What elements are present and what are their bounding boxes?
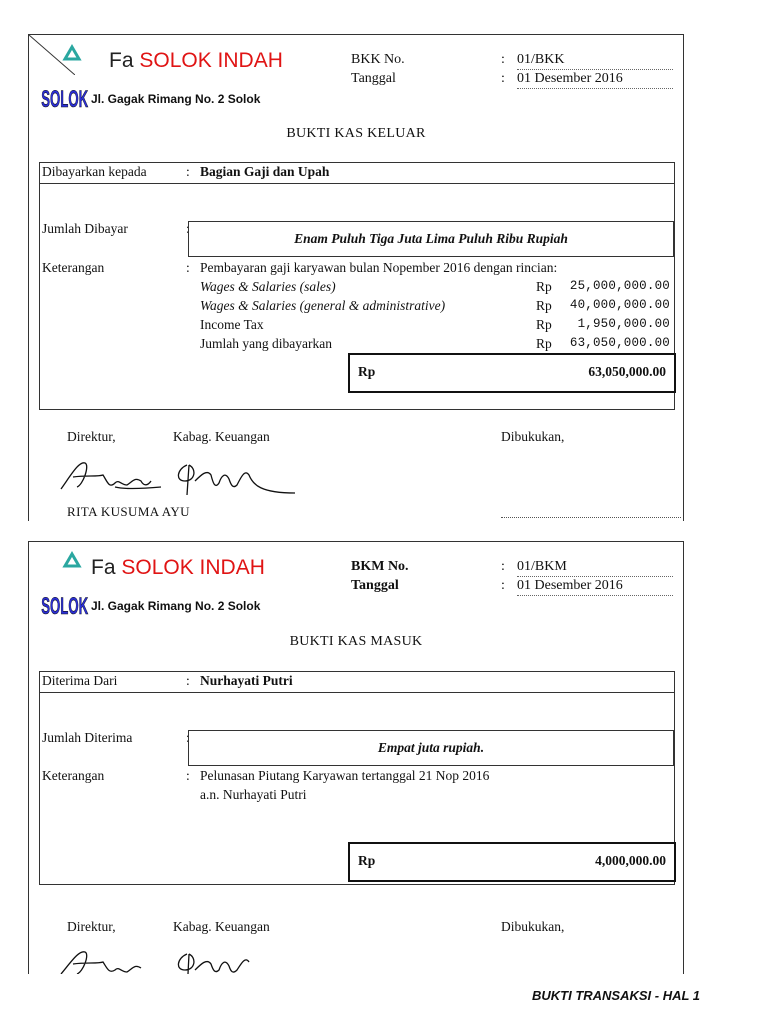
director-signature	[57, 946, 167, 974]
voucher-cash-out	[28, 34, 684, 521]
notes-line-1: Pelunasan Piutang Karyawan tertanggal 21 Nop 2016	[200, 768, 490, 783]
line-item-currency: Rp	[536, 279, 552, 294]
company-title: SOLOK INDAH	[121, 556, 265, 579]
voucher-date-value: 01 Desember 2016	[517, 578, 673, 596]
payer-value: Nurhayati Putri	[200, 673, 293, 688]
amount-label: Jumlah Dibayar	[42, 221, 128, 236]
line-item-amount: 40,000,000.00	[569, 298, 670, 312]
colon: :	[186, 260, 190, 275]
voucher-detail-box	[39, 162, 675, 410]
payee-row	[40, 163, 674, 184]
line-item-currency: Rp	[536, 298, 552, 313]
voucher-detail-box	[39, 671, 675, 885]
sig-booked-label: Dibukukan,	[501, 429, 565, 444]
amount-label: Jumlah Diterima	[42, 730, 133, 745]
line-item-currency: Rp	[536, 336, 552, 351]
booked-signature-line	[501, 516, 681, 518]
director-signature	[57, 455, 167, 499]
line-item	[200, 317, 670, 335]
voucher-cash-in	[28, 541, 684, 974]
line-item-amount: 1,950,000.00	[577, 317, 670, 331]
payer-row	[40, 672, 674, 693]
sig-finance-label: Kabag. Keuangan	[173, 919, 270, 934]
colon: :	[501, 52, 505, 67]
amount-in-words: Empat juta rupiah.	[188, 730, 674, 766]
voucher-number-value: 01/BKM	[517, 559, 673, 577]
colon: :	[186, 768, 190, 783]
line-item-currency: Rp	[536, 317, 552, 332]
total-box	[348, 353, 676, 393]
company-title: SOLOK INDAH	[139, 49, 283, 72]
company-prefix: Fa	[109, 49, 134, 72]
line-item-desc: Wages & Salaries (sales)	[200, 279, 336, 294]
payee-label: Dibayarkan kepada	[42, 164, 147, 179]
total-amount: 63,050,000.00	[588, 364, 666, 379]
line-item-desc: Income Tax	[200, 317, 264, 332]
notes-intro: Pembayaran gaji karyawan bulan Nopember 2016 dengan rincian:	[200, 260, 558, 275]
voucher-title: BUKTI KAS KELUAR	[286, 126, 426, 141]
company-name	[91, 556, 265, 580]
payer-label: Diterima Dari	[42, 673, 118, 688]
total-currency: Rp	[358, 853, 376, 868]
colon: :	[186, 164, 190, 179]
voucher-number-label: BKK No.	[351, 52, 405, 67]
amount-in-words: Enam Puluh Tiga Juta Lima Puluh Ribu Rupiah	[188, 221, 674, 257]
payee-value: Bagian Gaji dan Upah	[200, 164, 330, 179]
total-currency: Rp	[358, 364, 376, 379]
voucher-title: BUKTI KAS MASUK	[289, 634, 423, 649]
line-item-amount: 63,050,000.00	[569, 336, 670, 350]
voucher-number-value: 01/BKK	[517, 52, 673, 70]
voucher-date-label: Tanggal	[351, 71, 396, 86]
company-address: Jl. Gagak Rimang No. 2 Solok	[91, 599, 261, 613]
line-item	[200, 336, 670, 354]
voucher-date-value: 01 Desember 2016	[517, 71, 673, 89]
line-item	[200, 279, 670, 297]
svg-text:SOLOK: SOLOK	[41, 85, 89, 111]
line-item-desc: Wages & Salaries (general & administrative)	[200, 298, 446, 313]
company-prefix: Fa	[91, 556, 116, 579]
colon: :	[501, 559, 505, 574]
sig-director-label: Direktur,	[67, 429, 116, 444]
colon: :	[186, 673, 190, 688]
total-box	[348, 842, 676, 882]
voucher-date-label: Tanggal	[351, 578, 399, 593]
voucher-number-label: BKM No.	[351, 559, 409, 574]
company-logo	[39, 548, 89, 618]
notes-label: Keterangan	[42, 768, 105, 783]
svg-text:SOLOK: SOLOK	[41, 592, 89, 618]
total-amount: 4,000,000.00	[595, 853, 666, 868]
line-item-amount: 25,000,000.00	[569, 279, 670, 293]
colon: :	[501, 71, 505, 86]
company-name	[109, 49, 283, 73]
sig-finance-label: Kabag. Keuangan	[173, 429, 270, 444]
sig-director-label: Direktur,	[67, 919, 116, 934]
colon: :	[501, 578, 505, 593]
company-logo	[39, 41, 89, 111]
notes-line-2: a.n. Nurhayati Putri	[200, 787, 307, 802]
line-item-desc: Jumlah yang dibayarkan	[200, 336, 332, 351]
sig-booked-label: Dibukukan,	[501, 919, 565, 934]
company-address: Jl. Gagak Rimang No. 2 Solok	[91, 92, 261, 106]
page-footer: BUKTI TRANSAKSI - HAL 1	[532, 988, 701, 1003]
finance-signature	[167, 946, 297, 974]
line-item	[200, 298, 670, 316]
colon: :	[186, 730, 190, 745]
colon: :	[186, 221, 190, 236]
finance-signature	[167, 455, 297, 499]
notes-label: Keterangan	[42, 260, 105, 275]
signer-name: RITA KUSUMA AYU	[67, 504, 190, 519]
